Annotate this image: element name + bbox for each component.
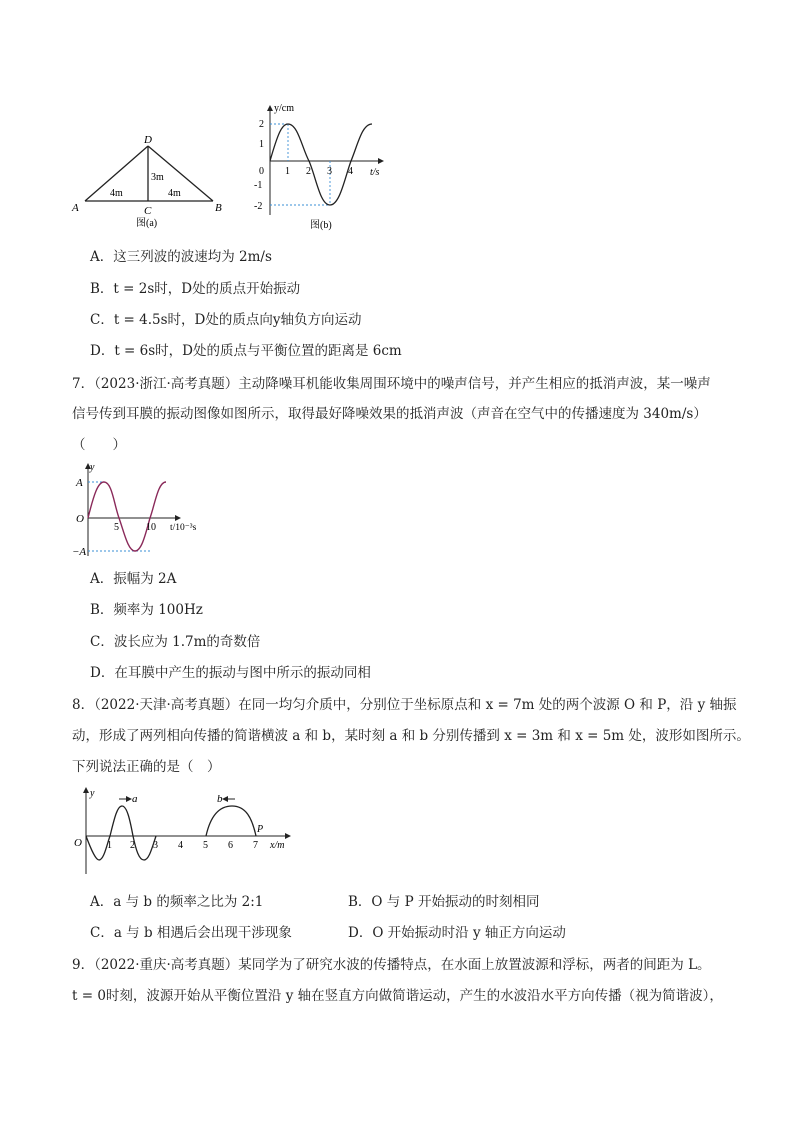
q7-text-line3: （ ） (72, 437, 126, 453)
figure-q7 (72, 460, 212, 560)
y-tick-neg1: -1 (254, 180, 263, 191)
q8-x-tick-4: 4 (178, 840, 183, 851)
q8-wave-a-curve (86, 806, 156, 860)
q8-option-b: B．O 与 P 开始振动的时刻相同 (348, 894, 540, 910)
y-tick-neg2: -2 (254, 201, 263, 212)
q7-option-b: B．频率为 100Hz (90, 602, 203, 618)
q7-x-label: t/10⁻³s (170, 523, 197, 533)
point-D: D (144, 134, 152, 146)
q7-option-c: C．波长应为 1.7m的奇数倍 (90, 634, 261, 650)
x-axis-label: t/s (370, 167, 380, 178)
q7-option-a: A．振幅为 2A (90, 571, 177, 587)
q8-x-label: x/m (270, 840, 285, 851)
label-left-length: 4m (110, 188, 123, 199)
q8-option-a: A．a 与 b 的频率之比为 2:1 (90, 894, 264, 910)
q6-option-d: D．t = 6s时，D处的质点与平衡位置的距离是 6cm (90, 343, 402, 359)
point-A: A (72, 202, 79, 214)
q8-x-tick-7: 7 (253, 840, 258, 851)
q6-option-b: B．t = 2s时，D处的质点开始振动 (90, 281, 301, 297)
q6-option-c: C．t = 4.5s时，D处的质点向y轴负方向运动 (90, 312, 362, 328)
y-tick-2: 2 (259, 119, 264, 130)
x-tick-3: 3 (327, 166, 332, 177)
figure-q8 (72, 784, 302, 879)
q8-x-tick-2: 2 (130, 840, 135, 851)
q8-option-c: C．a 与 b 相遇后会出现干涉现象 (90, 925, 292, 941)
q7-x-tick-10: 10 (146, 522, 156, 533)
q9-text-line2: t = 0时刻，波源开始从平衡位置沿 y 轴在竖直方向做简谐运动，产生的水波沿水平方向传播（视为简谐波）， (72, 988, 723, 1004)
q7-y-label: y (90, 462, 95, 473)
sine-curve-b (270, 124, 372, 205)
x-tick-2: 2 (306, 166, 311, 177)
q8-text-line3: 下列说法正确的是（ ） (72, 759, 221, 775)
caption-a: 图(a) (136, 218, 158, 229)
label-height: 3m (151, 172, 164, 183)
q8-text-line2: 动，形成了两列相向传播的简谐横波 a 和 b，某时刻 a 和 b 分别传播到 x = 3m 和 x = 5m 处，波形如图所示。 (72, 728, 750, 744)
point-C: C (144, 205, 152, 217)
q8-label-p: P (257, 824, 264, 835)
q7-text-line1: 7．（2023·浙江·高考真题）主动降噪耳机能收集周围环境中的噪声信号，并产生相应的抵消声波，某一噪声 (72, 376, 711, 392)
caption-b: 图(b) (310, 220, 332, 231)
q8-x-tick-1: 1 (107, 840, 112, 851)
point-B: B (215, 202, 222, 214)
q7-y-bottom: −A (72, 546, 87, 558)
figure-a (68, 132, 233, 232)
q8-option-d: D．O 开始振动时沿 y 轴正方向运动 (348, 925, 566, 941)
q8-origin: O (74, 837, 82, 849)
q6-option-a: A．这三列波的波速均为 2m/s (90, 249, 272, 265)
label-right-length: 4m (168, 188, 181, 199)
y-tick-1: 1 (259, 139, 264, 150)
figure-b (250, 100, 390, 232)
q7-text-line2: 信号传到耳膜的振动图像如图所示，取得最好降噪效果的抵消声波（声音在空气中的传播速度为 340m/s） (72, 406, 707, 422)
q8-wave-b-curve (206, 806, 256, 836)
x-tick-1: 1 (285, 166, 290, 177)
q8-x-tick-6: 6 (228, 840, 233, 851)
q7-origin: O (76, 513, 84, 525)
q7-sine-curve (88, 482, 166, 551)
q8-y-label: y (90, 788, 95, 799)
q8-label-a: a (132, 793, 138, 805)
q8-x-tick-5: 5 (203, 840, 208, 851)
q9-text-line1: 9．（2022·重庆·高考真题）某同学为了研究水波的传播特点，在水面上放置波源和浮标，两者的间距为 L。 (72, 957, 711, 973)
q7-y-top: A (76, 477, 83, 489)
y-axis-label: y/cm (274, 103, 294, 114)
q7-option-d: D．在耳膜中产生的振动与图中所示的振动同相 (90, 665, 371, 681)
x-tick-4: 4 (348, 166, 353, 177)
q7-x-tick-5: 5 (114, 522, 119, 533)
q8-label-b: b (217, 793, 223, 805)
q8-x-tick-3: 3 (153, 840, 158, 851)
y-tick-0: 0 (259, 166, 264, 177)
q8-text-line1: 8．（2022·天津·高考真题）在同一均匀介质中，分别位于坐标原点和 x = 7m 处的两个波源 O 和 P，沿 y 轴振 (72, 697, 737, 713)
